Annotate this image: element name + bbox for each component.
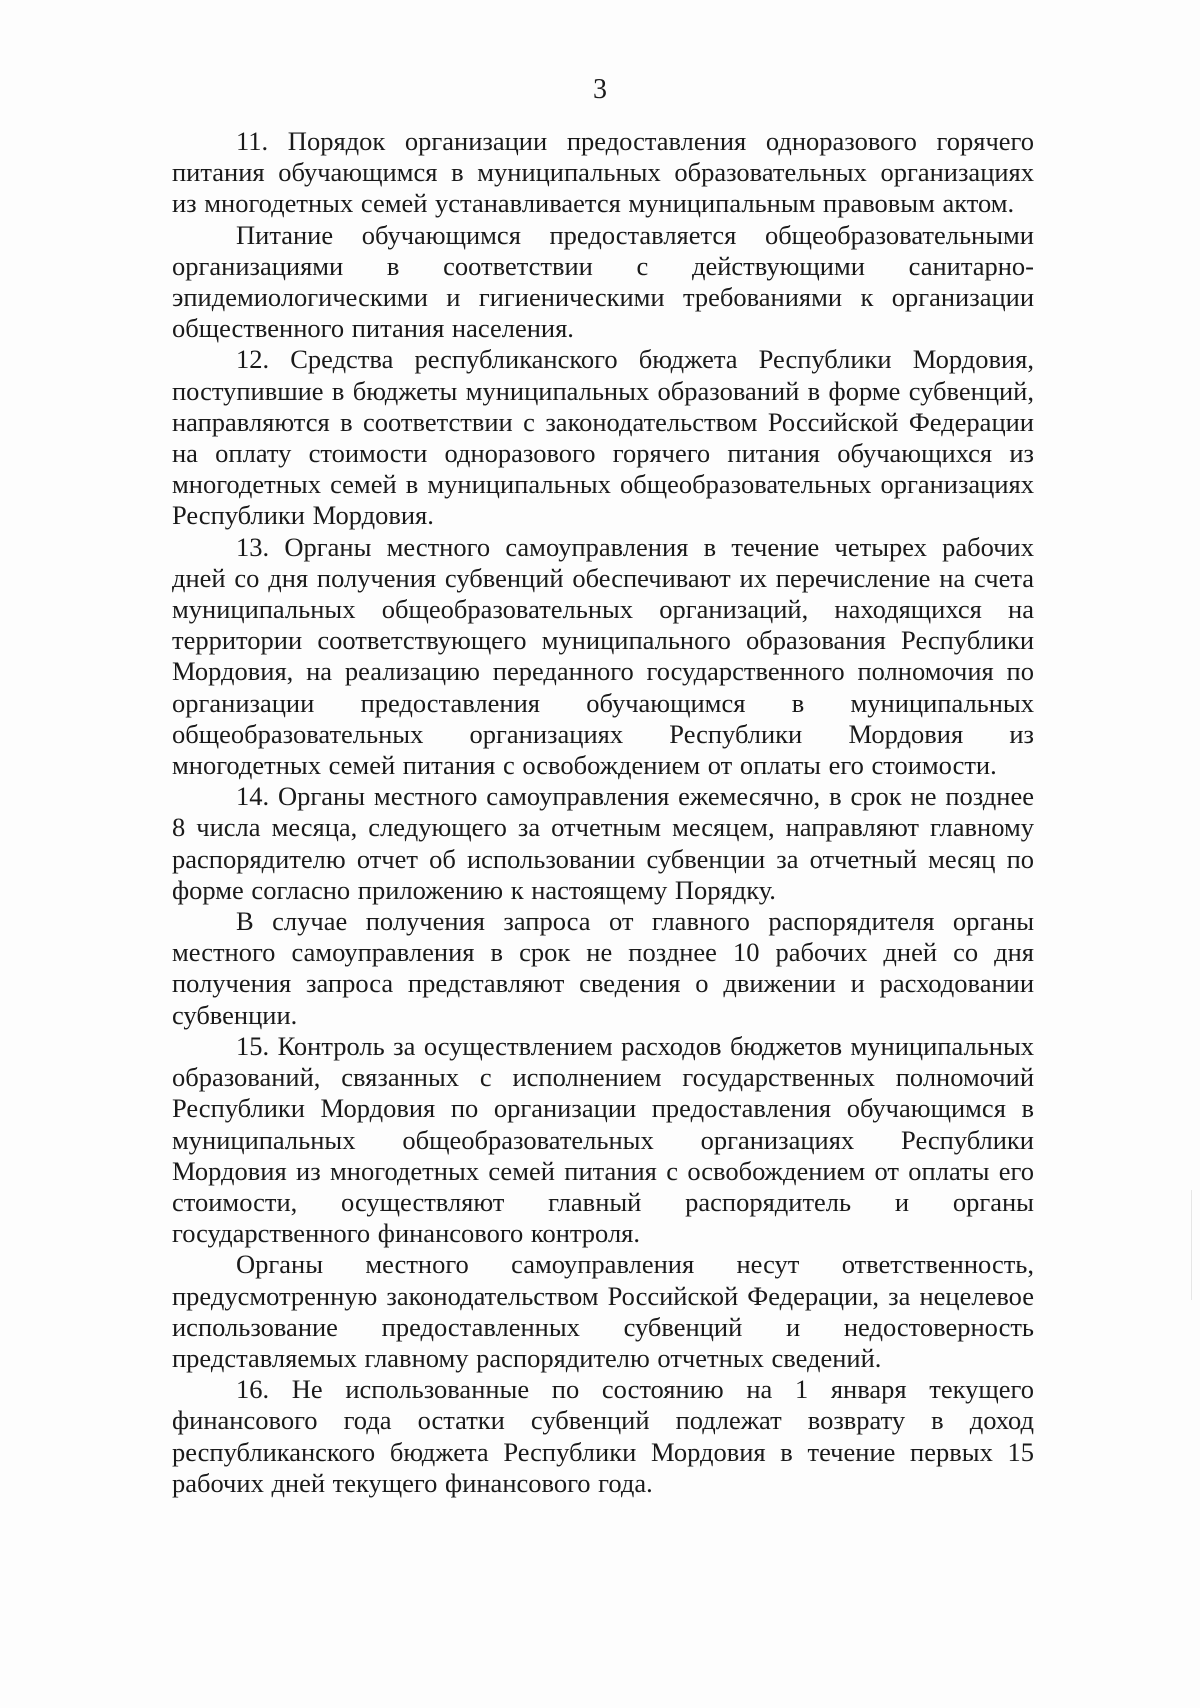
paragraph-14: 14. Органы местного самоуправления ежемесячно, в срок не позднее 8 числа месяца, следующего за отчетным месяцем, направляют главному распорядителю отчет об использовании субвенции за отчетный месяц по форме согласно приложению к настоящему Порядку. <box>172 781 1034 905</box>
paragraph-15-responsibility: Органы местного самоуправления несут ответственность, предусмотренную законодательством Российской Федерации, за нецелевое использование предоставленных субвенций и недостоверность представляемых главному распорядителю отчетных сведений. <box>172 1249 1034 1373</box>
paragraph-11: 11. Порядок организации предоставления одноразового горячего питания обучающимся в муниципальных образовательных организациях из многодетных семей устанавливается муниципальным правовым актом. <box>172 126 1034 219</box>
paragraph-12: 12. Средства республиканского бюджета Республики Мордовия, поступившие в бюджеты муниципальных образований в форме субвенций, направляются в соответствии с законодательством Российской Федерации на оплату стоимости одноразового горячего питания обучающихся из многодетных семей в муниципальных общеобразовательных организациях Республики Мордовия. <box>172 344 1034 531</box>
scan-edge-mark <box>1191 1190 1192 1300</box>
page-number: 3 <box>593 74 607 105</box>
paragraph-15: 15. Контроль за осуществлением расходов бюджетов муниципальных образований, связанных с исполнением государственных полномочий Республики Мордовия по организации предоставления обучающимся в муниципальных общеобразовательных организациях Республики Мордовия из многодетных семей питания с освобождением от оплаты его стоимости, осуществляют главный распорядитель и органы государственного финансового контроля. <box>172 1030 1034 1249</box>
paragraph-14-request: В случае получения запроса от главного распорядителя органы местного самоуправления в срок не позднее 10 рабочих дней со дня получения запроса представляют сведения о движении и расходовании субвенции. <box>172 906 1034 1030</box>
paragraph-11-nutrition: Питание обучающимся предоставляется общеобразовательными организациями в соответствии с действующими санитарно-эпидемиологическими и гигиеническими требованиями к организации общественного питания населения. <box>172 219 1034 344</box>
paragraph-13: 13. Органы местного самоуправления в течение четырех рабочих дней со дня получения субвенций обеспечивают их перечисление на счета муниципальных общеобразовательных организаций, находящихся на территории соответствующего муниципального образования Республики Мордовия, на реализацию переданного государственного полномочия по организации предоставления обучающимся в муниципальных общеобразовательных организациях Республики Мордовия из многодетных семей питания с освобождением от оплаты его стоимости. <box>172 531 1034 781</box>
document-body <box>172 126 1034 1499</box>
paragraph-16: 16. Не использованные по состоянию на 1 января текущего финансового года остатки субвенций подлежат возврату в доход республиканского бюджета Республики Мордовия в течение первых 15 рабочих дней текущего финансового года. <box>172 1374 1034 1498</box>
